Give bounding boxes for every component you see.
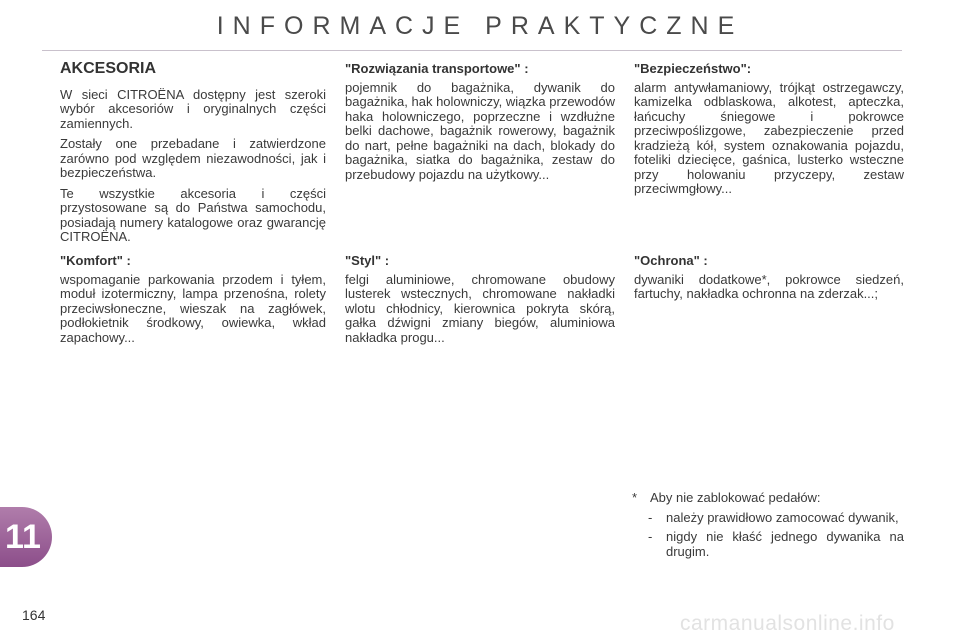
section-style [345,254,615,351]
section-text-transport: pojemnik do bagażnika, dywanik do bagażnika, hak holowniczy, wiązka przewodów haka holowniczego, poprzeczne i wzdłużne belki dachowe, bagażnik rowerowy, bagażnik do nart, pełne bagażniki na dach, blokady do bagażnika, siatka do bagażnika, zestaw do przebudowy pojazdu na użytkowy... [345,79,616,182]
section-text-protection: dywaniki dodatkowe*, pokrowce siedzeń, fartuchy, nakładka ochronna na zderzak...; [634,271,904,301]
section-comfort [60,254,326,351]
section-text-comfort: wspomaganie parkowania przodem i tyłem, moduł izotermiczny, lampa przenośna, rolety przeciwsłoneczne, wieszak na zagłówek, podłokietnik środkowy, owiewka, wkład zapachowy... [60,271,326,345]
chapter-tab [0,507,52,567]
page-header-title: INFORMACJE PRAKTYCZNE [216,12,744,40]
chapter-number: 11 [5,518,41,556]
page-number: 164 [22,607,46,623]
footnote-marker: * [632,490,638,505]
intro-paragraph: Zostały one przebadane i zatwierdzone zarówno pod względem niezawodności, jak i bezpieczeństwa. [60,136,326,180]
header-divider [42,50,902,51]
section-heading-transport: "Rozwiązania transportowe" : [345,61,529,76]
section-transport [345,62,615,188]
footnote [632,491,904,559]
section-heading-security: "Bezpieczeństwo": [634,61,752,76]
intro-block [60,62,326,251]
watermark: carmanualsonline.info [680,612,895,635]
footnote-item-text: należy prawidłowo zamocować dywanik, [666,509,899,525]
dash-bullet: - [648,509,653,525]
section-heading-protection: "Ochrona" : [634,253,708,268]
section-protection [634,254,904,308]
intro-paragraph: Te wszystkie akcesoria i części przystosowane są do Państwa samochodu, posiadają numery katalogowe oraz gwarancję CITROËNA. [60,185,326,244]
section-text-security: alarm antywłamaniowy, trójkąt ostrzegawczy, kamizelka odblaskowa, alkotest, apteczka, łańcuchy śniegowe i pokrowce przeciwpoślizgowe, zabezpieczenie przed kradzieżą kół, system oznakowania pojazdu, foteliki dziecięce, gaśnica, lusterko wsteczne przy holowaniu przyczepy, zestaw przeciwmgłowy... [634,79,904,196]
footnote-item [648,511,904,526]
footnote-text: Aby nie zablokować pedałów: [650,490,821,505]
section-heading-comfort: "Komfort" : [60,253,131,268]
footnote-item [648,530,904,559]
dash-bullet: - [648,529,653,544]
section-security [634,62,904,203]
footnote-item-text: nigdy nie kłaść jednego dywanika na drugim. [666,529,904,559]
section-heading-akcesoria: AKCESORIA [60,60,157,77]
section-text-style: felgi aluminiowe, chromowane obudowy lusterek wstecznych, chromowane nakładki wlotu chłodnicy, kierownica pokryta skórą, gałka dźwigni zmiany biegów, aluminiowa nakładka progu... [345,271,615,345]
intro-paragraph: W sieci CITROËNA dostępny jest szeroki wybór akcesoriów i oryginalnych części zamiennych. [60,86,326,131]
section-heading-style: "Styl" : [345,253,390,268]
